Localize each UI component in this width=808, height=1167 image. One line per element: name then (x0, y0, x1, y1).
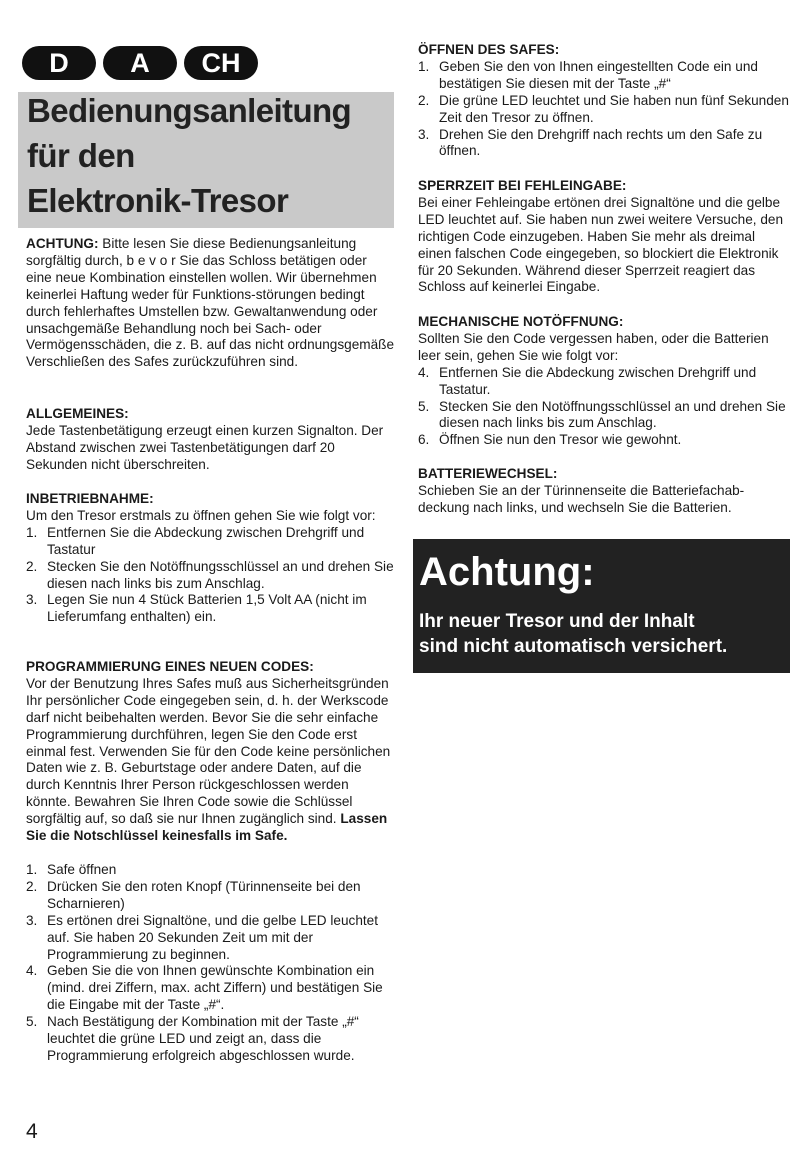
badge-a: A (103, 46, 177, 80)
inbetriebnahme-heading: INBETRIEBNAHME: (26, 491, 154, 506)
list-item: 3. Legen Sie nun 4 Stück Batterien 1,5 Volt AA (nicht im Lieferumfang enthalten) ein. (26, 592, 367, 625)
allgemeines-text: Jede Tastenbetätigung erzeugt einen kurzen Signalton. Der Abstand zwischen zwei Tastenbetätigungen darf 20 Sekunden nicht überschreiten. (26, 422, 384, 472)
sperrzeit-text: Bei einer Fehleingabe ertönen drei Signaltöne und die gelbe LED leuchtet auf. Sie haben nun zwei weitere Versuche, den richtigen Code einzugeben. Haben Sie mehr als dreimal einen falschen Code eingegeben, so blockiert die Elektronik für 20 Sekunden. Während dieser Sperrzeit reagiert das Schloss auf keinerlei Eingabe. (418, 194, 783, 295)
batterie-text: Schieben Sie an der Türinnenseite die Batteriefachab-deckung nach links, und wechseln Sie die Batterien. (418, 482, 745, 515)
intro-label: ACHTUNG: (26, 236, 99, 251)
list-item: 4. Geben Sie die von Ihnen gewünschte Kombination ein (mind. drei Ziffern, max. acht Ziffern) und bestätigen Sie die Eingabe mit der Taste „#“. (26, 963, 383, 1013)
list-item: 5. Stecken Sie den Notöffnungsschlüssel an und drehen Sie diesen nach links bis zum Anschlag. (418, 398, 786, 431)
batterie-section (418, 466, 790, 517)
title-line-1: Bedienungsanleitung (27, 92, 352, 129)
mechanisch-list (418, 365, 790, 450)
intro-text-a: Bitte lesen Sie diese Bedienungsanleitung sorgfältig durch, (26, 236, 357, 268)
list-item: 1. Geben Sie den von Ihnen eingestellten Code ein und bestätigen Sie diesen mit der Taste „#“ (418, 58, 758, 91)
programmierung-heading: PROGRAMMIERUNG EINES NEUEN CODES: (26, 659, 314, 674)
warning-line-1: Ihr neuer Tresor und der Inhalt (419, 611, 695, 632)
intro-paragraph (26, 236, 394, 371)
list-item: 6. Öffnen Sie nun den Tresor wie gewohnt. (418, 432, 682, 448)
warning-box (413, 539, 790, 673)
batterie-heading: BATTERIEWECHSEL: (418, 466, 558, 481)
badge-d: D (22, 46, 96, 80)
oeffnen-heading: ÖFFNEN DES SAFES: (418, 42, 560, 57)
list-item: 2. Drücken Sie den roten Knopf (Türinnenseite bei den Scharnieren) (26, 878, 361, 911)
allgemeines-section (26, 406, 394, 474)
sperrzeit-heading: SPERRZEIT BEI FEHLEINGABE: (418, 178, 627, 193)
programmierung-section (26, 659, 394, 1065)
oeffnen-section (418, 42, 790, 160)
programmierung-bold-note: Lassen Sie die Notschlüssel keinesfalls im Safe. (26, 811, 388, 844)
mechanisch-section (418, 314, 790, 449)
list-item: 2. Stecken Sie den Notöffnungsschlüssel an und drehen Sie diesen nach links bis zum Anschlag. (26, 558, 394, 591)
sperrzeit-section (418, 178, 790, 296)
list-item: 1. Entfernen Sie die Abdeckung zwischen Drehgriff und Tastatur (26, 524, 365, 557)
intro-text-b: Sie das Schloss betätigen oder eine neue Kombination einstellen wollen. Wir übernehmen keinerlei Haftung weder für Funktions-störungen bedingt durch fehlerhaftes Umstellen bzw. Gewaltanwendung oder unsachgemäße Behandlung noch bei Sach- oder Vermögensschäden, die z. B. auf das nicht ordnungsgemäße Verschließen des Safes zurückzuführen sind. (26, 252, 395, 370)
list-item: 2. Die grüne LED leuchtet und Sie haben nun fünf Sekunden Zeit den Tresor zu öffnen. (418, 92, 789, 125)
list-item: 4. Entfernen Sie die Abdeckung zwischen Drehgriff und Tastatur. (418, 364, 757, 397)
title-line-3: Elektronik-Tresor (27, 182, 289, 219)
list-item: 5. Nach Bestätigung der Kombination mit der Taste „#“ leuchtet die grüne LED und zeigt an, dass die Programmierung erfolgreich abgeschlossen wurde. (26, 1014, 359, 1063)
oeffnen-list (418, 59, 790, 160)
document-title (18, 92, 394, 228)
mechanisch-heading: MECHANISCHE NOTÖFFNUNG: (418, 314, 624, 329)
list-item: 1. Safe öffnen (26, 861, 117, 877)
list-item: 3. Es ertönen drei Signaltöne, und die gelbe LED leuchtet auf. Sie haben 20 Sekunden Zeit um mit der Programmierung zu beginnen. (26, 912, 379, 962)
programmierung-list (26, 862, 394, 1065)
warning-title: Achtung: (419, 550, 595, 594)
inbetriebnahme-list (26, 525, 394, 626)
page-number: 4 (26, 1120, 38, 1143)
programmierung-text: Vor der Benutzung Ihres Safes muß aus Sicherheitsgründen Ihr persönlicher Code eingegeben sein, d. h. der Werkscode darf nicht beibehalten werden. Bevor Sie die sehr einfache Programmierung durchführen, legen Sie den Code erst einmal fest. Verwenden Sie für den Code keine persönlichen Daten wie z. B. Geburtstage oder andere Daten, auf die durch Kenntnis Ihrer Person rückgeschlossen werden könnte. Bewahren Sie Ihren Code sowie die Schlüssel sorgfältig auf, so daß sie nur Ihnen zugänglich sind. (26, 675, 391, 827)
list-item: 3. Drehen Sie den Drehgriff nach rechts um den Safe zu öffnen. (418, 126, 763, 159)
intro-section (26, 236, 394, 371)
title-line-2: für den (27, 137, 135, 174)
intro-spaced-word: b e v o r (126, 252, 176, 268)
inbetriebnahme-text: Um den Tresor erstmals zu öffnen gehen Sie wie folgt vor: (26, 507, 376, 523)
inbetriebnahme-section (26, 491, 394, 626)
allgemeines-heading: ALLGEMEINES: (26, 406, 129, 421)
warning-line-2: sind nicht automatisch versichert. (419, 636, 728, 657)
programmierung-paragraph (26, 676, 394, 845)
badge-ch: CH (184, 46, 258, 80)
warning-text (419, 609, 727, 659)
mechanisch-text: Sollten Sie den Code vergessen haben, oder die Batterien leer sein, gehen Sie wie folgt vor: (418, 330, 769, 363)
